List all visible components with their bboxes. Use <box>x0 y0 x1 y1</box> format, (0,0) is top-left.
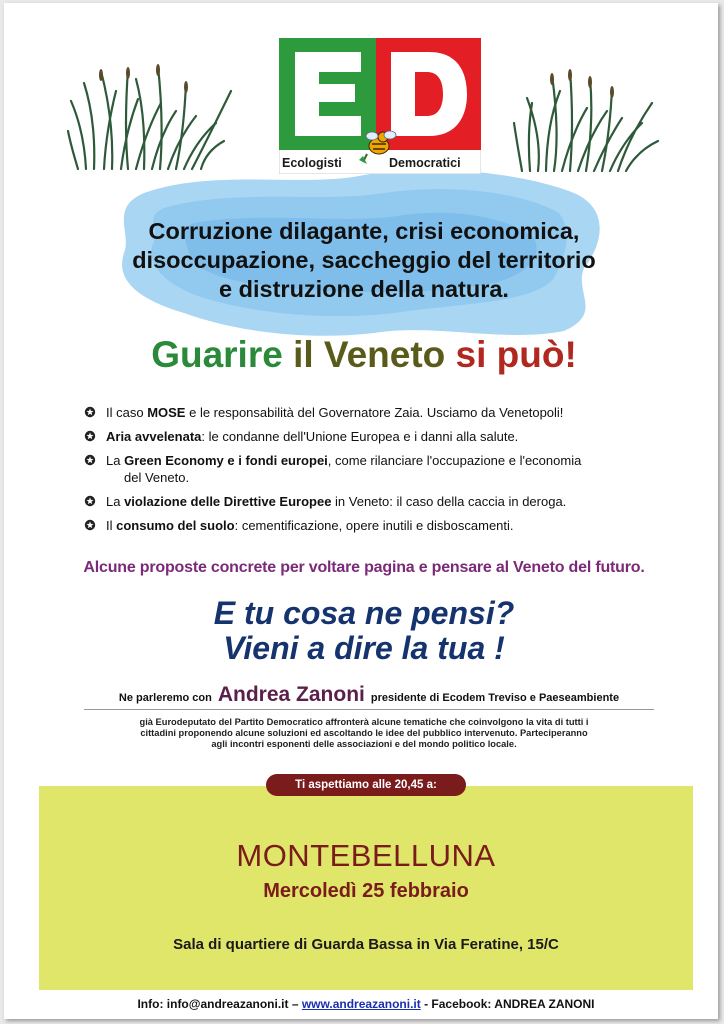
speaker-intro: Ne parleremo con <box>118 692 212 704</box>
bullet-bold: Green Economy e i fondi europei <box>124 453 328 468</box>
bullet-bold: consumo del suolo <box>116 518 235 533</box>
speaker-bio: già Eurodeputato del Partito Democratico affronterà alcune tematiche che coinvolgono la vita di tutti i cittadini proponendo alcune soluzioni ed ascoltando le idee del pubblico intervenuto. Parteciperanno agli incontri esponenti delle associazioni e del mondo politico locale. <box>139 717 589 749</box>
bullet-continuation: del Veneto. <box>124 470 190 485</box>
headline-line-3: e distruzione della natura. <box>219 276 509 302</box>
list-item <box>84 404 664 421</box>
list-item <box>84 452 664 486</box>
website-link[interactable]: www.andreazanoni.it <box>301 997 421 1011</box>
circled-star-icon <box>84 495 96 507</box>
list-item <box>84 493 664 510</box>
bullet-pre: Il caso <box>106 405 148 420</box>
logo-left-word: Ecologisti <box>282 156 342 170</box>
circled-star-icon <box>84 454 96 466</box>
footer-info: Info: info@andreazanoni.it – <box>137 997 302 1011</box>
list-item <box>84 428 664 445</box>
bullet-post: , come rilanciare l'occupazione e l'economia <box>327 453 582 468</box>
slogan-part-2: il Veneto <box>293 334 456 375</box>
bullet-pre: La <box>106 453 125 468</box>
speaker-name: Andrea Zanoni <box>217 683 365 706</box>
bullet-post: : cementificazione, opere inutili e disboscamenti. <box>234 518 514 533</box>
call-to-action-line-1: E tu cosa ne pensi? <box>213 595 515 631</box>
topic-list <box>84 404 664 541</box>
bullet-post: in Veneto: il caso della caccia in deroga. <box>331 494 567 509</box>
bullet-pre: La <box>106 494 125 509</box>
call-to-action <box>64 596 664 666</box>
list-item <box>84 517 664 534</box>
circled-star-icon <box>84 430 96 442</box>
grass-left-illustration <box>66 61 236 171</box>
event-date: Mercoledì 25 febbraio <box>263 880 469 902</box>
time-badge: Ti aspettiamo alle 20,45 a: <box>266 774 466 796</box>
footer-facebook: - Facebook: ANDREA ZANONI <box>420 997 595 1011</box>
slogan-part-1: Guarire <box>151 334 294 375</box>
proposals-line: Alcune proposte concrete per voltare pagina e pensare al Veneto del futuro. <box>83 559 645 576</box>
event-city: MONTEBELLUNA <box>236 838 496 873</box>
speaker-role: presidente di Ecodem Treviso e Paeseambiente <box>370 692 620 704</box>
bullet-pre: Il <box>106 518 117 533</box>
bullet-bold: MOSE <box>147 405 186 420</box>
bullet-post: : le condanne dell'Unione Europea e i danni alla salute. <box>201 429 519 444</box>
speaker-line <box>84 683 654 710</box>
logo-right-word: Democratici <box>389 156 461 170</box>
headline-line-1: Corruzione dilagante, crisi economica, <box>148 218 580 244</box>
logo-graphic <box>279 38 481 174</box>
bullet-bold: violazione delle Direttive Europee <box>124 494 332 509</box>
circled-star-icon <box>84 406 96 418</box>
bullet-post: e le responsabilità del Governatore Zaia. Usciamo da Venetopoli! <box>185 405 564 420</box>
headline <box>84 217 644 304</box>
circled-star-icon <box>84 519 96 531</box>
flyer-page <box>4 3 718 1019</box>
footer-contacts <box>24 997 708 1011</box>
headline-line-2: disoccupazione, saccheggio del territorio <box>132 247 596 273</box>
grass-right-illustration <box>512 63 662 173</box>
slogan-part-3: si può! <box>455 334 577 375</box>
event-venue: Sala di quartiere di Guarda Bassa in Via Feratine, 15/C <box>173 936 559 953</box>
call-to-action-line-2: Vieni a dire la tua ! <box>223 630 505 666</box>
bullet-bold: Aria avvelenata <box>106 429 202 444</box>
slogan <box>44 333 684 377</box>
ecologisti-democratici-logo <box>279 38 481 174</box>
